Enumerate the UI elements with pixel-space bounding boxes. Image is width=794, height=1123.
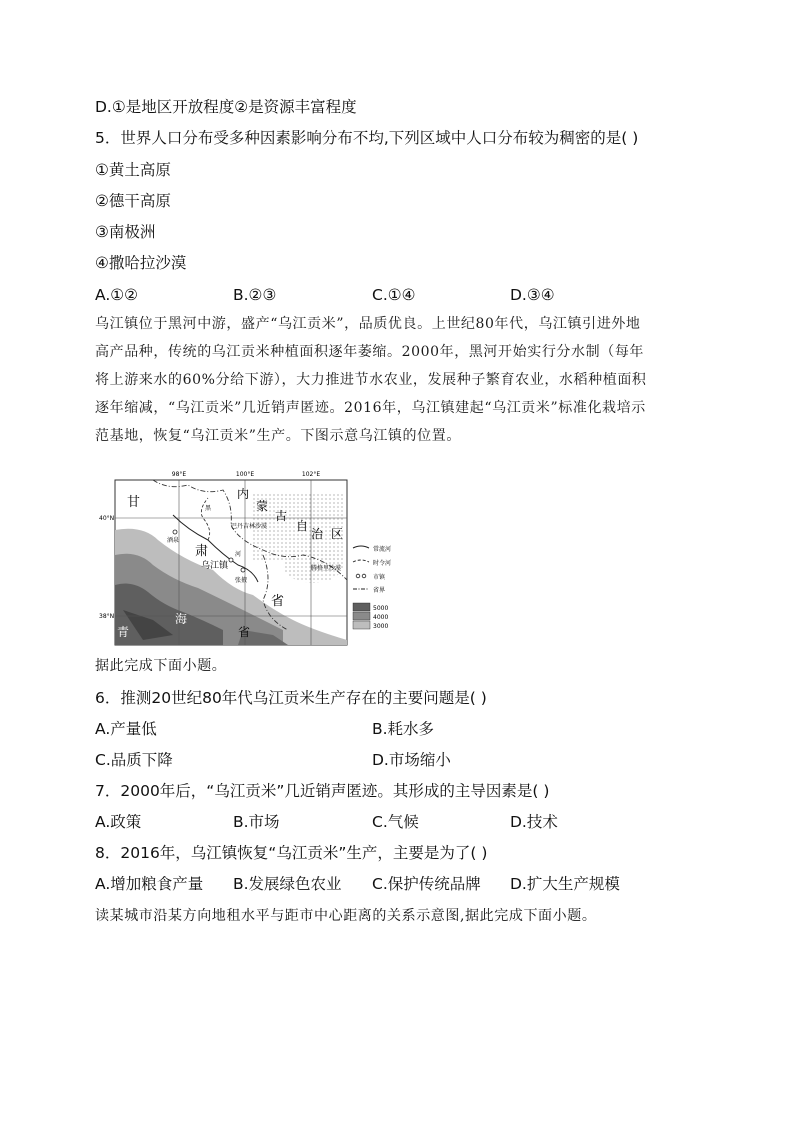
region-hai: 海 — [175, 612, 188, 626]
legend-town: 市镇 — [373, 574, 386, 581]
place-zhangye: 张掖 — [235, 577, 248, 584]
map-legend — [353, 545, 391, 630]
region-sheng-2: 省 — [238, 625, 251, 639]
q7-stem: 7．2000年后，“乌江贡米”几近销声匿迹。其形成的主导因素是( ) — [95, 782, 550, 800]
passage-line-2: 高产品种，传统的乌江贡米种植面积逐年萎缩。2000年，黑河开始实行分水制（每年 — [95, 344, 645, 360]
location-map — [99, 470, 405, 650]
legend-seasonal-river: 时令河 — [373, 560, 392, 567]
passage-line-5: 范基地，恢复“乌江贡米”生产。下图示意乌江镇的位置。 — [95, 428, 461, 444]
q5-option-d[interactable]: D.③④ — [510, 286, 555, 304]
q7-option-d[interactable]: D.技术 — [510, 813, 558, 831]
instruction-1: 据此完成下面小题。 — [95, 658, 227, 674]
lon-label-100: 100°E — [235, 471, 255, 478]
place-wujiangzhen: 乌江镇 — [201, 561, 229, 571]
region-meng: 蒙 — [256, 499, 269, 513]
legend-elev-5000: 5000 — [373, 605, 389, 612]
q8-option-c[interactable]: C.保护传统品牌 — [372, 875, 481, 893]
region-qing: 青 — [117, 625, 130, 639]
q6-option-c[interactable]: C.品质下降 — [95, 751, 173, 769]
region-gu: 古 — [275, 509, 288, 523]
q6-option-a[interactable]: A.产量低 — [95, 720, 157, 738]
lat-label-38: 38°N — [99, 613, 115, 620]
q4-option-d: D.①是地区开放程度②是资源丰富程度 — [95, 98, 357, 116]
q8-option-b[interactable]: B.发展绿色农业 — [233, 875, 342, 893]
legend-province-border: 省界 — [373, 587, 386, 594]
q5-stem: 5．世界人口分布受多种因素影响分布不均,下列区域中人口分布较为稠密的是( ) — [95, 129, 639, 147]
lon-label-102: 102°E — [301, 471, 321, 478]
q7-option-b[interactable]: B.市场 — [233, 813, 280, 831]
q5-item-4: ④撒哈拉沙漠 — [95, 254, 187, 272]
passage-line-3: 将上游来水的60%分给下游），大力推进节水农业，发展种子繁育农业，水稻种植面积 — [95, 372, 647, 388]
q7-option-a[interactable]: A.政策 — [95, 813, 142, 831]
place-hei: 黑 — [205, 505, 212, 512]
region-su: 肃 — [195, 544, 209, 559]
legend-perennial-river: 常流河 — [373, 546, 392, 553]
region-qu: 区 — [331, 527, 344, 541]
q8-stem: 8．2016年，乌江镇恢复“乌江贡米”生产，主要是为了( ) — [95, 844, 488, 862]
region-gan: 甘 — [127, 495, 141, 510]
q5-option-c[interactable]: C.①④ — [372, 286, 416, 304]
passage-line-1: 乌江镇位于黑河中游，盛产“乌江贡米”，品质优良。上世纪80年代，乌江镇引进外地 — [95, 316, 641, 332]
place-tengger: 腾格里沙漠 — [311, 565, 342, 572]
q6-stem: 6．推测20世纪80年代乌江贡米生产存在的主要问题是( ) — [95, 689, 487, 707]
lon-label-98: 98°E — [171, 471, 187, 478]
q5-option-b[interactable]: B.②③ — [233, 286, 277, 304]
q5-item-3: ③南极洲 — [95, 223, 156, 241]
region-sheng-1: 省 — [271, 594, 285, 609]
q5-item-1: ①黄土高原 — [95, 161, 171, 179]
q8-option-d[interactable]: D.扩大生产规模 — [510, 875, 620, 893]
q6-option-d[interactable]: D.市场缩小 — [372, 751, 451, 769]
region-zhi: 治 — [311, 527, 324, 541]
q5-option-a[interactable]: A.①② — [95, 286, 139, 304]
place-badain-jaran: 巴丹吉林沙漠 — [231, 523, 268, 530]
region-nei: 内 — [237, 487, 250, 501]
legend-elev-4000: 4000 — [373, 614, 389, 621]
instruction-2: 读某城市沿某方向地租水平与距市中心距离的关系示意图,据此完成下面小题。 — [95, 908, 597, 924]
legend-elev-3000: 3000 — [373, 623, 389, 630]
lat-label-40: 40°N — [99, 515, 115, 522]
place-he: 河 — [235, 551, 242, 558]
passage — [95, 310, 700, 450]
place-jiuquan: 酒泉 — [167, 537, 180, 544]
q8-option-a[interactable]: A.增加粮食产量 — [95, 875, 204, 893]
q5-item-2: ②德干高原 — [95, 192, 171, 210]
passage-line-4: 逐年缩减，“乌江贡米”几近销声匿迹。2016年，乌江镇建起“乌江贡米”标准化栽培示 — [95, 400, 646, 416]
q6-option-b[interactable]: B.耗水多 — [372, 720, 435, 738]
q7-option-c[interactable]: C.气候 — [372, 813, 419, 831]
region-zi: 自 — [296, 519, 309, 533]
